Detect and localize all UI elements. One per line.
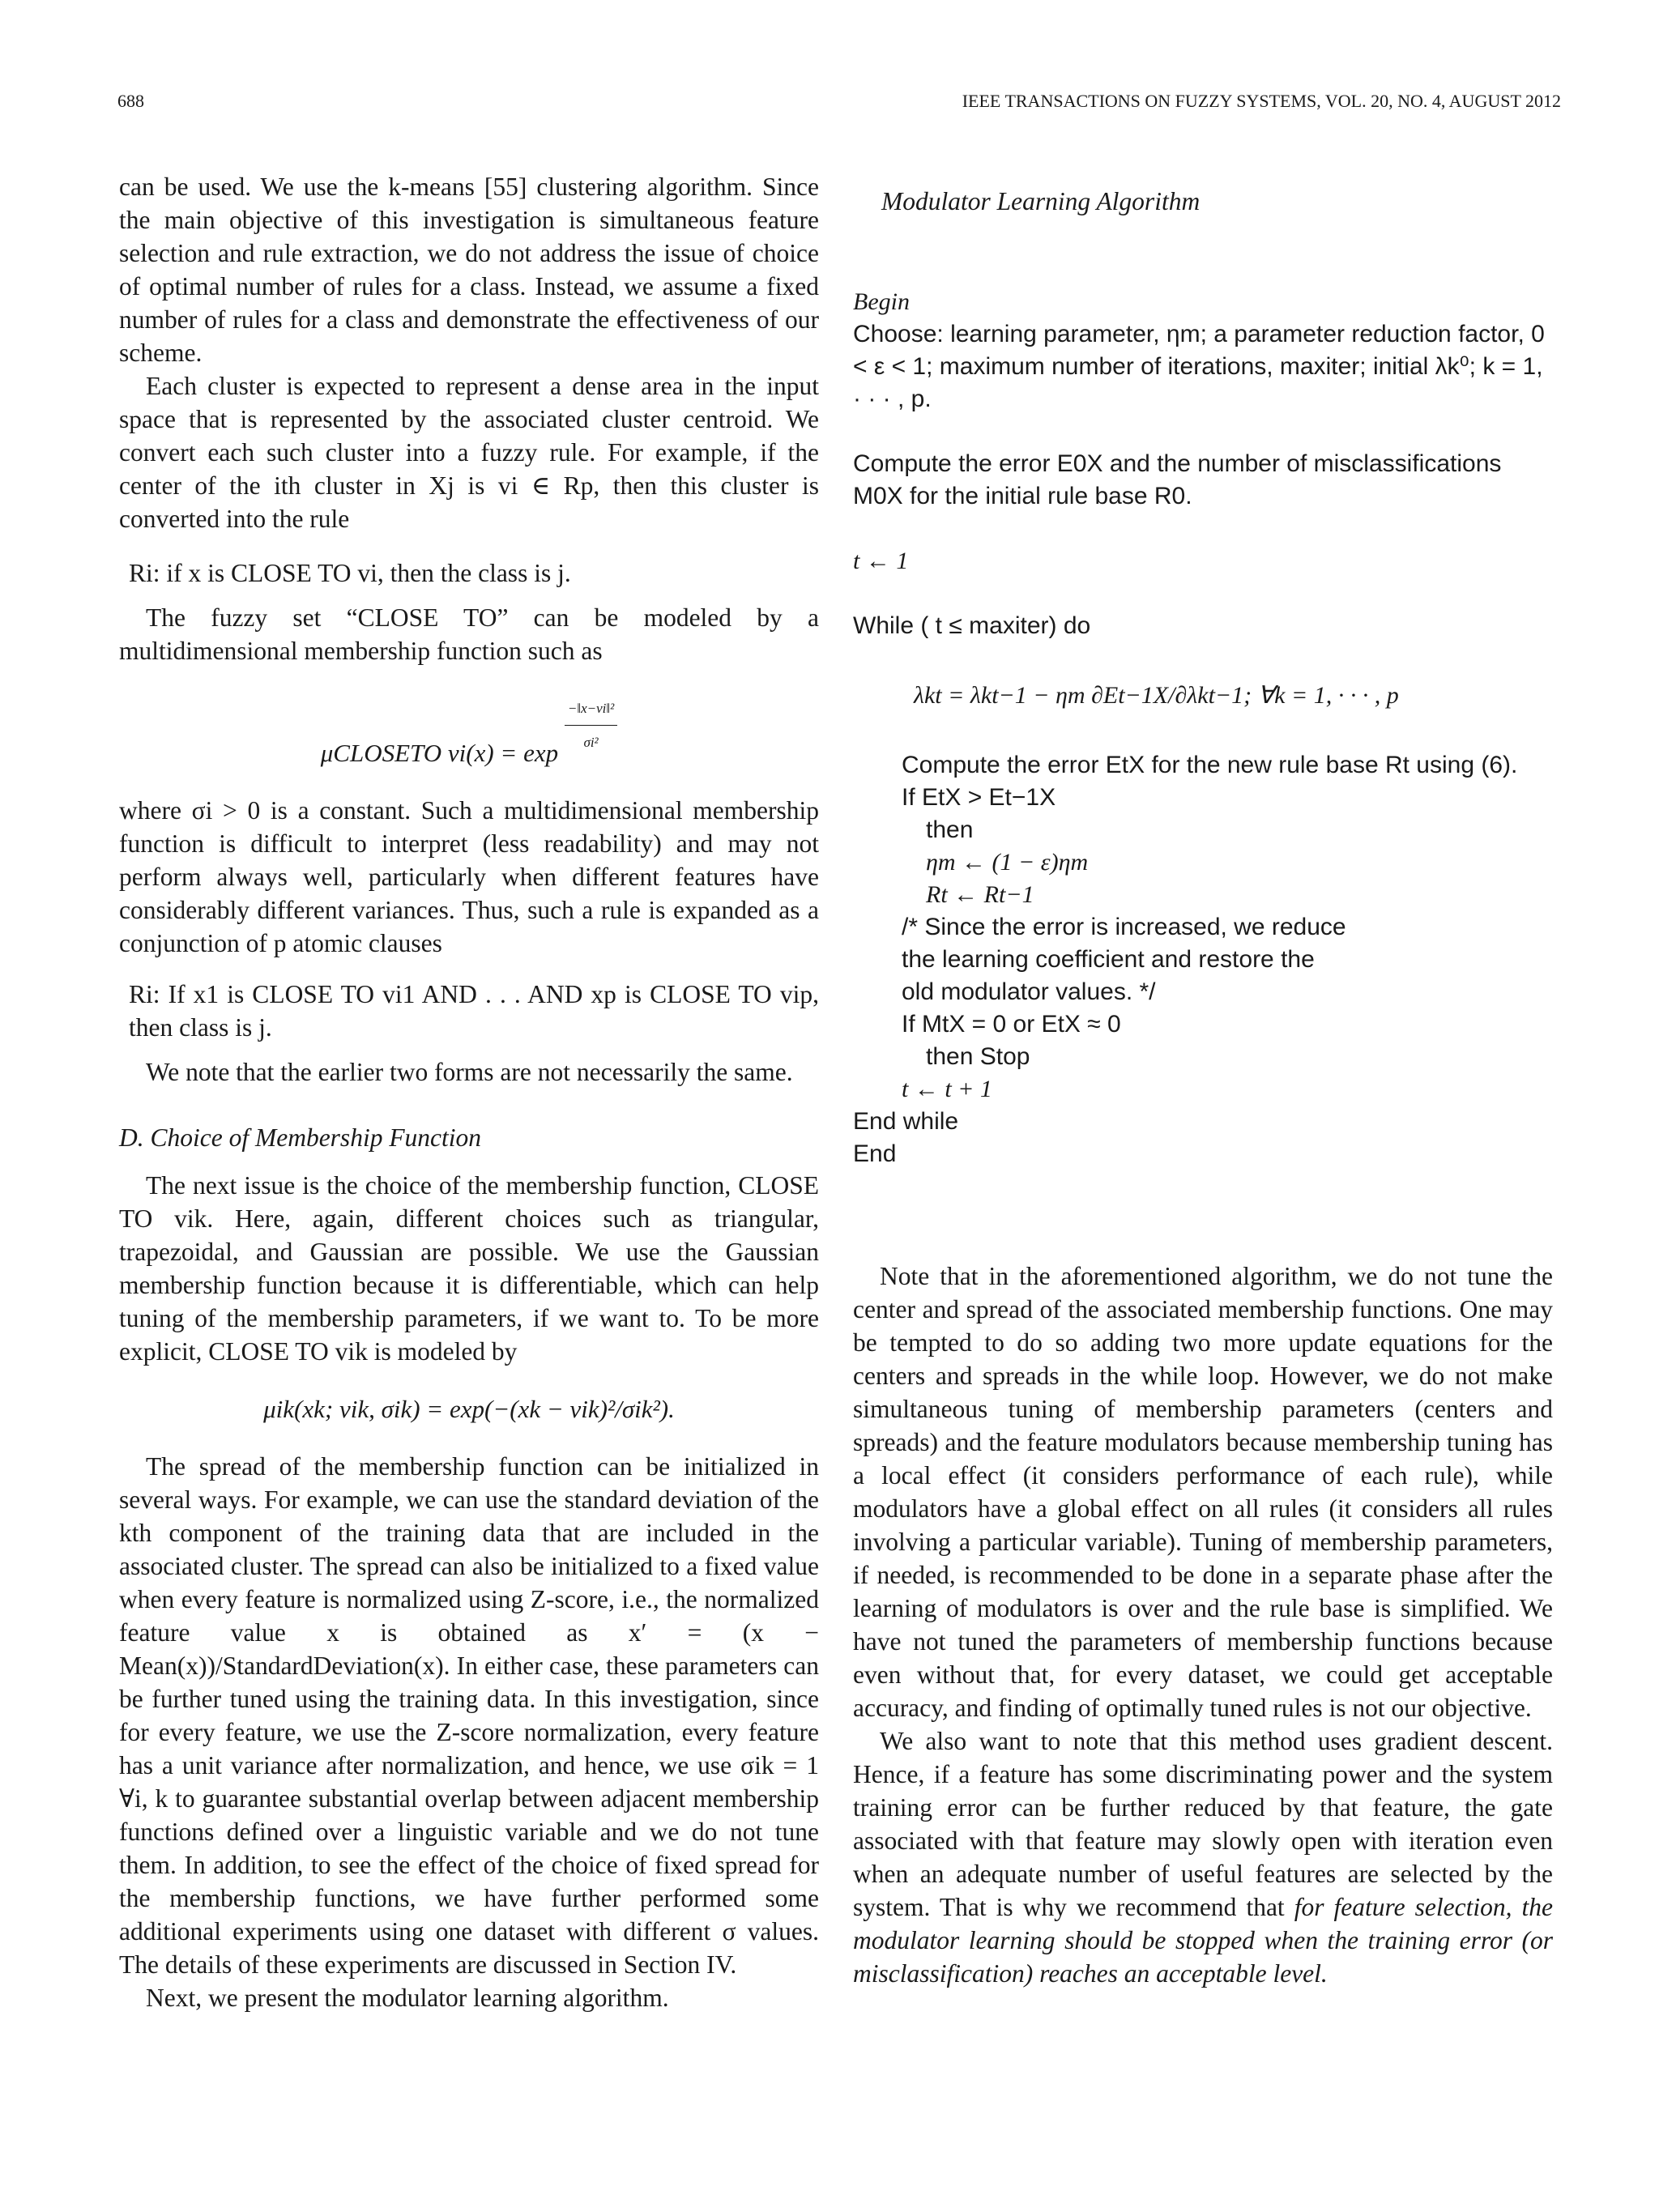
paragraph-text: We also want to note that this method uses gradient descent. Hence, if a feature has some discriminating power and the system training error can be further reduced by that feature, the gate associated with that feature may slowly open with iteration even when an adequate number of useful features are selected by the system. That is why we recommend that xyxy=(853,1727,1553,1921)
paragraph: Next, we present the modulator learning algorithm. xyxy=(146,1984,669,2012)
rule-statement: Ri: if x is CLOSE TO vi, then the class is j. xyxy=(129,559,571,587)
algorithm-end: End xyxy=(853,1140,897,1167)
equation-exponent xyxy=(565,692,617,759)
algorithm-begin: Begin xyxy=(853,288,910,315)
algorithm-while: While ( t ≤ maxiter) do xyxy=(853,612,1091,639)
section-heading: D. Choice of Membership Function xyxy=(119,1123,482,1152)
algorithm-compute-initial: Compute the error E0X and the number of misclassifications M0X for the initial rule base R0. xyxy=(853,450,1502,509)
equation-lambda-update: λkt = λkt−1 − ηm ∂Et−1X/∂λkt−1; ∀k = 1, · · · , p xyxy=(914,682,1399,709)
algorithm-title: Modulator Learning Algorithm xyxy=(881,187,1201,215)
left-column xyxy=(119,170,819,2014)
algorithm-end-while: End while xyxy=(853,1108,959,1135)
rule-statement: Ri: If x1 is CLOSE TO vi1 AND . . . AND xp is CLOSE TO vip, then class is j. xyxy=(129,980,819,1042)
equation-lhs: μCLOSETO vi(x) = exp xyxy=(320,739,559,767)
algorithm-compute-new: Compute the error EtX for the new rule base Rt using (6). xyxy=(902,752,1518,778)
algorithm-then: then xyxy=(926,816,974,843)
algorithm-t-increment: t ← t + 1 xyxy=(902,1076,992,1102)
page-header xyxy=(117,91,1561,115)
paragraph: can be used. We use the k-means [55] clustering algorithm. Since the main objective of this investigation is simultaneous feature selection and rule extraction, we do not address the issue of choice of optimal number of rules for a class. Instead, we assume a fixed number of rules for a class and demonstrate the effectiveness of our scheme. xyxy=(119,173,819,367)
exponent-numerator: −‖x−vi‖² xyxy=(565,692,617,726)
algorithm-comment: the learning coefficient and restore the xyxy=(902,946,1315,973)
algorithm-eta-update: ηm ← (1 − ε)ηm xyxy=(926,849,1089,876)
paragraph: where σi > 0 is a constant. Such a multidimensional membership function is difficult to interpret (less readability) and may not perform always well, particularly when different features have considerably different variances. Thus, such a rule is expanded as a conjunction of p atomic clauses xyxy=(119,796,819,957)
paragraph: The spread of the membership function can be initialized in several ways. For example, we can use the standard deviation of the kth component of the training data that are included in the associated cluster. The spread can also be initialized to a fixed value when every feature is normalized using Z-score, i.e., the normalized feature value x is obtained as x′ = (x − Mean(x))/StandardDeviation(x). In either case, these parameters can be further tuned using the training data. In this investigation, since for every feature, we use the Z-score normalization, every feature has a unit variance after normalization, and hence, we use σik = 1 ∀i, k to guarantee substantial overlap between adjacent membership functions defined over a linguistic variable and we do not tune them. In addition, to see the effect of the choice of fixed spread for the membership functions, we have further performed some additional experiments using one dataset with different σ values. The details of these experiments are discussed in Section IV. xyxy=(119,1452,819,1979)
exponent-denominator: σi² xyxy=(583,735,599,750)
equation-gaussian-membership: μik(xk; vik, σik) = exp(−(xk − vik)²/σik²). xyxy=(263,1395,675,1423)
algorithm-box xyxy=(853,286,1553,1170)
journal-info: IEEE TRANSACTIONS ON FUZZY SYSTEMS, VOL. 20, NO. 4, AUGUST 2012 xyxy=(962,91,1561,111)
paragraph xyxy=(853,1724,1553,1990)
paragraph: The next issue is the choice of the membership function, CLOSE TO vik. Here, again, different choices such as triangular, trapezoidal, and Gaussian are possible. We use the Gaussian membership function because it is differentiable, which can help tuning of the membership parameters, if we want to. To be more explicit, CLOSE TO vik is modeled by xyxy=(119,1171,819,1366)
page-number: 688 xyxy=(117,91,144,111)
equation-multidim-membership xyxy=(119,692,819,769)
right-column xyxy=(853,170,1553,1990)
paragraph: Note that in the aforementioned algorithm, we do not tune the center and spread of the associated membership functions. One may be tempted to do so adding two more update equations for the centers and spreads in the while loop. However, we do not make simultaneous tuning of membership parameters (centers and spreads) and the feature modulators because membership tuning has a local effect (it considers performance of each rule), while modulators have a global effect on all rules (it considers all rules involving a particular variable). Tuning of membership parameters, if needed, is recommended to be done in a separate phase after the learning of modulators is over and the rule base is simplified. We have not tuned the parameters of membership functions because even without that, for every dataset, we could get acceptable accuracy, and finding of optimally tuned rules is not our objective. xyxy=(853,1262,1553,1722)
algorithm-if: If EtX > Et−1X xyxy=(902,784,1056,811)
algorithm-comment: /* Since the error is increased, we reduce xyxy=(902,914,1346,940)
paragraph: The fuzzy set “CLOSE TO” can be modeled by a multidimensional membership function such as xyxy=(119,603,819,665)
paragraph-emphasis: for feature selection, the modulator learning should be stopped when the training error (or misclassification) reaches an acceptable level. xyxy=(853,1893,1553,1988)
algorithm-choose: Choose: learning parameter, ηm; a parameter reduction factor, 0 < ε < 1; maximum number of iterations, maxiter; initial λk⁰; k = 1, · · · , p. xyxy=(853,321,1545,412)
algorithm-r-restore: Rt ← Rt−1 xyxy=(926,881,1034,908)
paragraph: We note that the earlier two forms are not necessarily the same. xyxy=(146,1058,793,1086)
paragraph: Each cluster is expected to represent a dense area in the input space that is represented by the associated cluster centroid. We convert each such cluster into a fuzzy rule. For example, if the center of the ith cluster in Xj is vi ∈ Rp, then this cluster is converted into the rule xyxy=(119,372,819,533)
algorithm-if-stop: If MtX = 0 or EtX ≈ 0 xyxy=(902,1011,1121,1038)
algorithm-then-stop: then Stop xyxy=(926,1043,1030,1070)
algorithm-t-init: t ← 1 xyxy=(853,548,909,574)
algorithm-comment: old modulator values. */ xyxy=(902,978,1156,1005)
